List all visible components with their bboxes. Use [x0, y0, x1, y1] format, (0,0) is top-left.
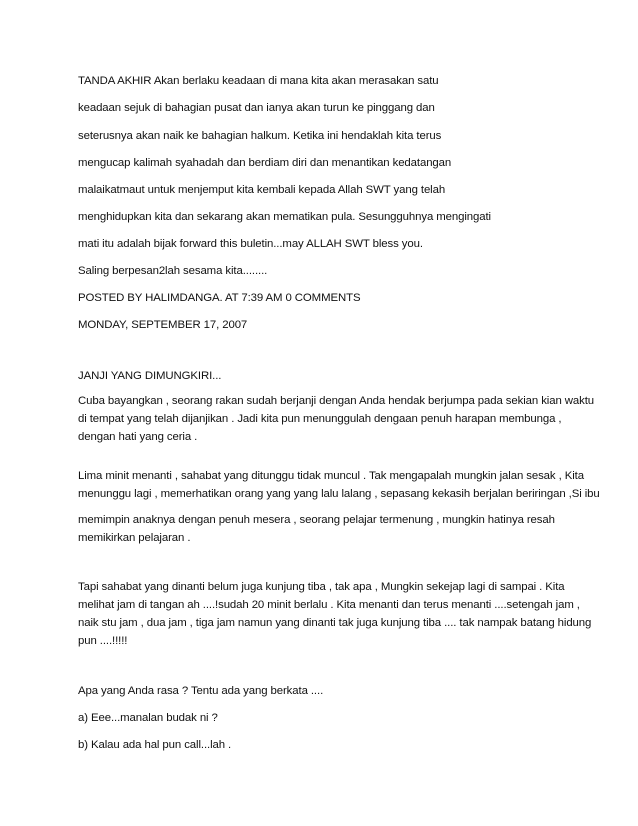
- text-line: melihat jam di tangan ah ....!sudah 20 minit berlalu . Kita menanti dan terus menanti ....setengah jam ,: [78, 599, 580, 611]
- post-footer: POSTED BY HALIMDANGA. AT 7:39 AM 0 COMMENTS: [78, 292, 361, 304]
- text-line: menghidupkan kita dan sekarang akan mematikan pula. Sesungguhnya mengingati: [78, 211, 491, 223]
- text-line: memimpin anaknya dengan penuh mesera , seorang pelajar termenung , mungkin hatinya resah: [78, 514, 555, 526]
- text-line: mati itu adalah bijak forward this buletin...may ALLAH SWT bless you.: [78, 238, 423, 250]
- text-line: Cuba bayangkan , seorang rakan sudah berjanji dengan Anda hendak berjumpa pada sekian kian waktu: [78, 395, 595, 407]
- text-line: pun ....!!!!!: [78, 635, 128, 647]
- text-line: mengucap kalimah syahadah dan berdiam diri dan menantikan kedatangan: [78, 157, 452, 169]
- text-line: menunggu lagi , memerhatikan orang yang yang lalu lalang , sepasang kekasih berjalan beriringan ,Si ibu: [78, 488, 600, 500]
- text-line: seterusnya akan naik ke bahagian halkum. Ketika ini hendaklah kita terus: [78, 130, 442, 142]
- text-line: malaikatmaut untuk menjemput kita kembali kepada Allah SWT yang telah: [78, 184, 446, 196]
- text-line: Saling berpesan2lah sesama kita........: [78, 265, 268, 277]
- text-line: b) Kalau ada hal pun call...lah .: [78, 739, 232, 751]
- text-line: naik stu jam , dua jam , tiga jam namun yang dinanti tak juga kunjung tiba .... tak nampak batang hidung: [78, 617, 592, 629]
- text-line: a) Eee...manalan budak ni ?: [78, 712, 218, 724]
- text-line: dengan hati yang ceria .: [78, 431, 198, 443]
- date-header: MONDAY, SEPTEMBER 17, 2007: [78, 319, 248, 331]
- post-title: JANJI YANG DIMUNGKIRI...: [78, 370, 222, 382]
- text-line: Lima minit menanti , sahabat yang ditunggu tidak muncul . Tak mengapalah mungkin jalan sesak , Kita: [78, 470, 584, 482]
- text-line: keadaan sejuk di bahagian pusat dan ianya akan turun ke pinggang dan: [78, 102, 435, 114]
- text-line: TANDA AKHIR Akan berlaku keadaan di mana kita akan merasakan satu: [78, 75, 439, 87]
- text-line: memikirkan pelajaran .: [78, 532, 191, 544]
- text-line: Tapi sahabat yang dinanti belum juga kunjung tiba , tak apa , Mungkin sekejap lagi di sampai . Kita: [78, 581, 565, 593]
- text-line: Apa yang Anda rasa ? Tentu ada yang berkata ....: [78, 685, 324, 697]
- text-line: di tempat yang telah dijanjikan . Jadi kita pun menunggulah dengaan penuh harapan membunga ,: [78, 413, 562, 425]
